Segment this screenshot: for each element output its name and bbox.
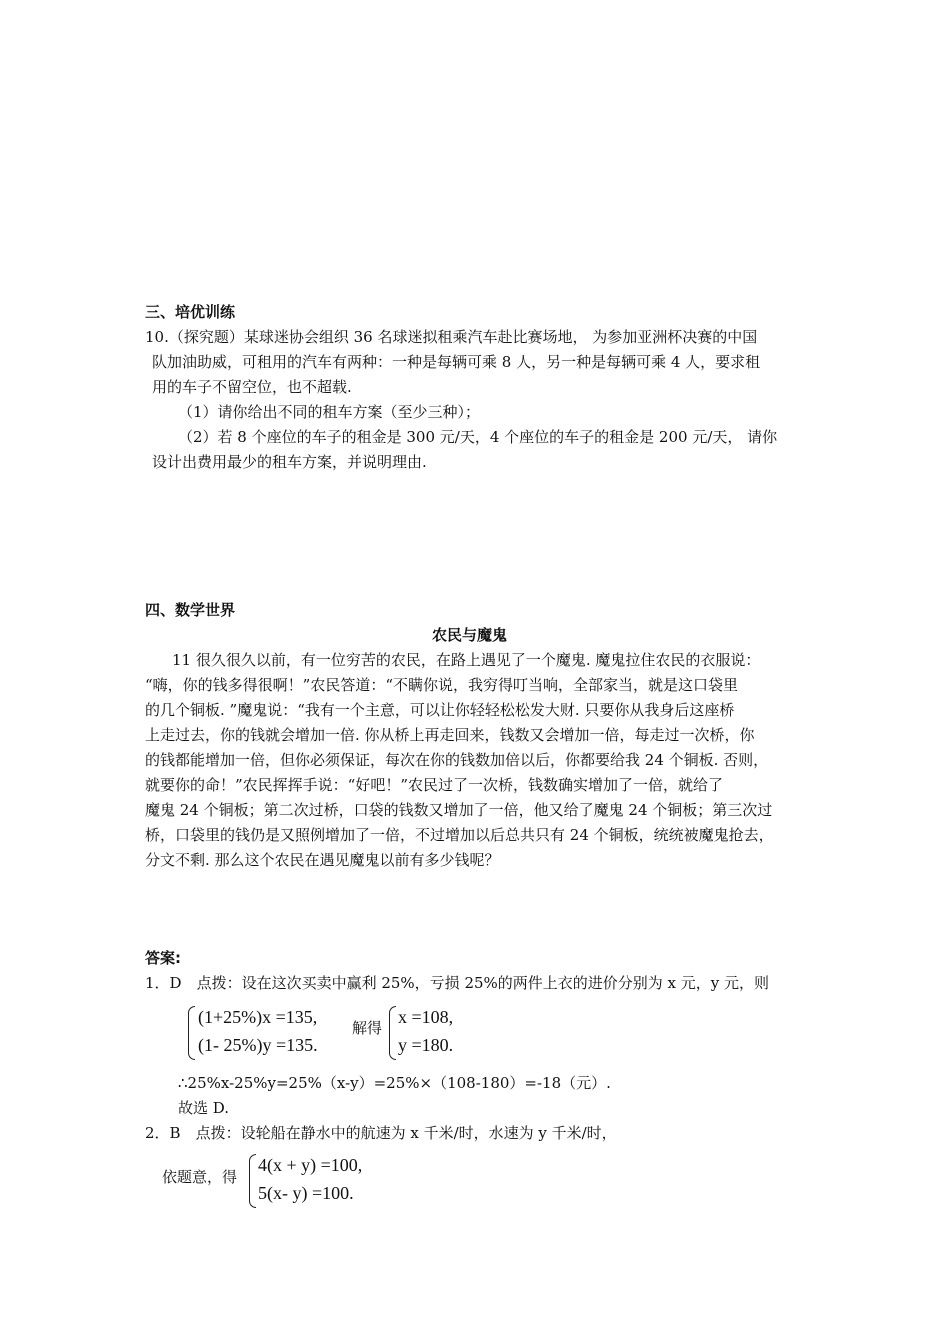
section3-heading: 三、培优训练 [145,303,236,321]
a2-prefix: 依题意，得 [162,1168,238,1186]
q10-line-6: 设计出费用最少的租车方案，并说明理由. [152,453,427,471]
a1-calculation: ∴25%x-25%y=25%（x-y）=25%×（108-180）=-18（元）. [178,1074,611,1092]
a1-sys2-line1: x =108, [398,1007,454,1027]
q10-line-1: 10.（探究题）某球迷协会组织 36 名球迷拟租乘汽车赴比赛场地， 为参加亚洲杯决赛的中国 [145,328,758,346]
story-line-8: 桥，口袋里的钱仍是又照例增加了一倍，不过增加以后总共只有 24 个铜板，统统被魔鬼抢去， [145,826,774,844]
a1-solve-label: 解得 [352,1019,383,1037]
answer-2-text: 2．B 点拨：设轮船在静水中的航速为 x 千米/时，水速为 y 千米/时， [145,1124,617,1142]
a2-sys-line1: 4(x + y) =100, [258,1155,363,1175]
story-line-3: 的几个铜板. ”魔鬼说：“我有一个主意，可以让你轻轻松松发大财. 只要你从我身后这座桥 [145,701,735,719]
q10-part-1: （1）请你给出不同的租车方案（至少三种）； [178,403,481,421]
story-line-2: “嗨，你的钱多得很啊！”农民答道：“不瞒你说，我穷得叮当响，全部家当，就是这口袋里 [145,676,739,694]
q10-part-2: （2）若 8 个座位的车子的租金是 300 元/天，4 个座位的车子的租金是 200 元/天， 请你 [178,428,778,446]
story-line-4: 上走过去，你的钱就会增加一倍. 你从桥上再走回来，钱数又会增加一倍，每走过一次桥，你 [145,726,755,744]
answer-1-text: 1．D 点拨：设在这次买卖中赢利 25%，亏损 25%的两件上衣的进价分别为 x 元，y 元，则 [145,974,770,992]
story-line-5: 的钱都能增加一倍，但你必须保证，每次在你的钱数加倍以后，你都要给我 24 个铜板. 否则， [145,751,769,769]
section4-heading: 四、数学世界 [145,601,236,619]
story-title: 农民与魔鬼 [432,626,508,644]
a1-sys1-line2: (1- 25%)y =135. [198,1035,318,1055]
q10-line-2: 队加油助威，可租用的汽车有两种：一种是每辆可乘 8 人，另一种是每辆可乘 4 人，要求租 [152,353,761,371]
a2-sys-line2: 5(x- y) =100. [258,1183,354,1203]
story-line-7: 魔鬼 24 个铜板；第二次过桥，口袋的钱数又增加了一倍，他又给了魔鬼 24 个铜板；第三次过 [145,801,773,819]
a1-sys2-line2: y =180. [398,1035,454,1055]
a1-choice: 故选 D. [178,1099,230,1117]
story-line-6: 就要你的命！”农民挥挥手说：“好吧！”农民过了一次桥，钱数确实增加了一倍，就给了 [145,776,724,794]
story-line-9: 分文不剩. 那么这个农民在遇见魔鬼以前有多少钱呢？ [145,851,500,869]
a1-sys1-line1: (1+25%)x =135, [198,1007,318,1027]
q10-line-3: 用的车子不留空位，也不超载. [152,378,352,396]
answers-heading: 答案: [145,949,181,967]
story-line-1: 11 很久很久以前，有一位穷苦的农民，在路上遇见了一个魔鬼. 魔鬼拉住农民的衣服说： [172,651,761,669]
